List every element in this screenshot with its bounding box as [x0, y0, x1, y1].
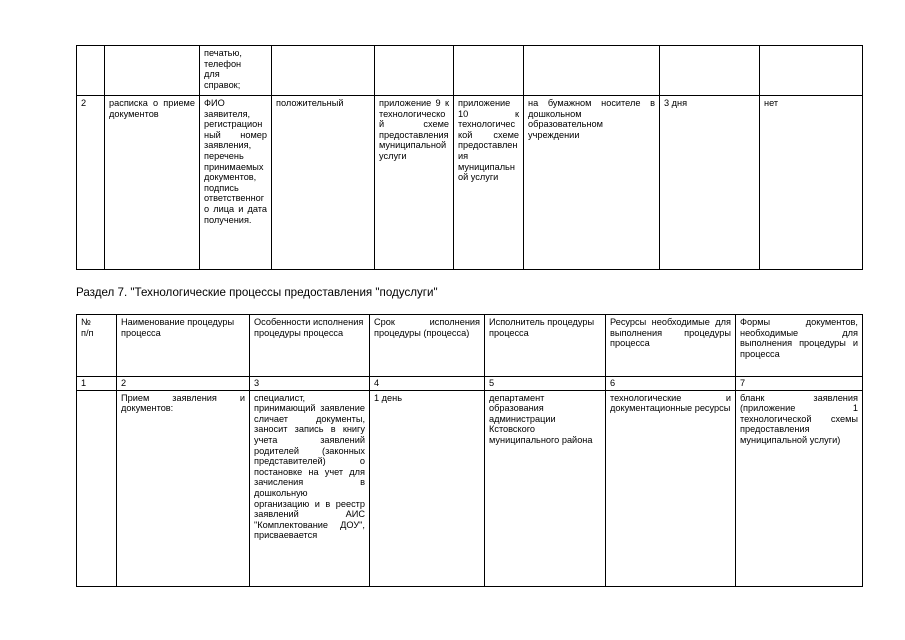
column-header: Ресурсы необходимые для выполнения процедуры процесса	[606, 315, 736, 377]
section-title: Раздел 7. "Технологические процессы предоставления "подуслуги"	[76, 286, 438, 299]
column-header: Исполнитель процедуры процесса	[485, 315, 606, 377]
column-header: Срок исполнения процедуры (процесса)	[370, 315, 485, 377]
table-cell	[454, 46, 524, 96]
table-cell	[760, 46, 863, 96]
table-cell: расписка о приеме документов	[105, 96, 200, 270]
table-cell: печатью, телефон для справок;	[200, 46, 272, 96]
column-number: 6	[606, 377, 736, 391]
column-header: Формы документов, необходимые для выполнения процедуры и процесса	[736, 315, 863, 377]
table-cell	[105, 46, 200, 96]
column-number: 5	[485, 377, 606, 391]
column-number: 4	[370, 377, 485, 391]
column-number: 1	[77, 377, 117, 391]
column-number: 7	[736, 377, 863, 391]
results-table	[76, 45, 863, 270]
column-number: 2	[117, 377, 250, 391]
column-header: № п/п	[77, 315, 117, 377]
column-header: Особенности исполнения процедуры процесса	[250, 315, 370, 377]
table-cell: департамент образования администрации Кстовского муниципального района	[485, 390, 606, 586]
table-cell	[77, 390, 117, 586]
table-header-row	[77, 315, 863, 377]
table-row	[77, 96, 863, 270]
table-cell: положительный	[272, 96, 375, 270]
table-cell: технологические и документационные ресурсы	[606, 390, 736, 586]
table-cell: 3 дня	[660, 96, 760, 270]
column-number: 3	[250, 377, 370, 391]
table-cell: на бумажном носителе в дошкольном образовательном учреждении	[524, 96, 660, 270]
table-cell: специалист, принимающий заявление сличает документы, заносит запись в книгу учета заявлений родителей (законных представителей) о постановке на учет для зачисления в дошкольную организацию и в реестр заявлений АИС "Комплектование ДОУ", присваевается	[250, 390, 370, 586]
table-cell: нет	[760, 96, 863, 270]
table-cell: приложение 9 к технологической схеме предоставления муниципальной услуги	[375, 96, 454, 270]
table-cell	[77, 46, 105, 96]
table-cell	[375, 46, 454, 96]
table-row	[77, 390, 863, 586]
table-cell	[524, 46, 660, 96]
table-row	[77, 46, 863, 96]
table-cell	[660, 46, 760, 96]
column-header: Наименование процедуры процесса	[117, 315, 250, 377]
column-number-row	[77, 377, 863, 391]
table-cell: Прием заявления и документов:	[117, 390, 250, 586]
table-cell: приложение 10 к технологической схеме предоставления муниципальной услуги	[454, 96, 524, 270]
process-table	[76, 314, 863, 587]
table-cell: 2	[77, 96, 105, 270]
table-cell: 1 день	[370, 390, 485, 586]
table-cell: ФИО заявителя, регистрационный номер заявления, перечень принимаемых документов, подпись ответственного лица и дата получения.	[200, 96, 272, 270]
table-cell: бланк заявления (приложение 1 технологической схемы предоставления муниципальной услуги)	[736, 390, 863, 586]
table-cell	[272, 46, 375, 96]
